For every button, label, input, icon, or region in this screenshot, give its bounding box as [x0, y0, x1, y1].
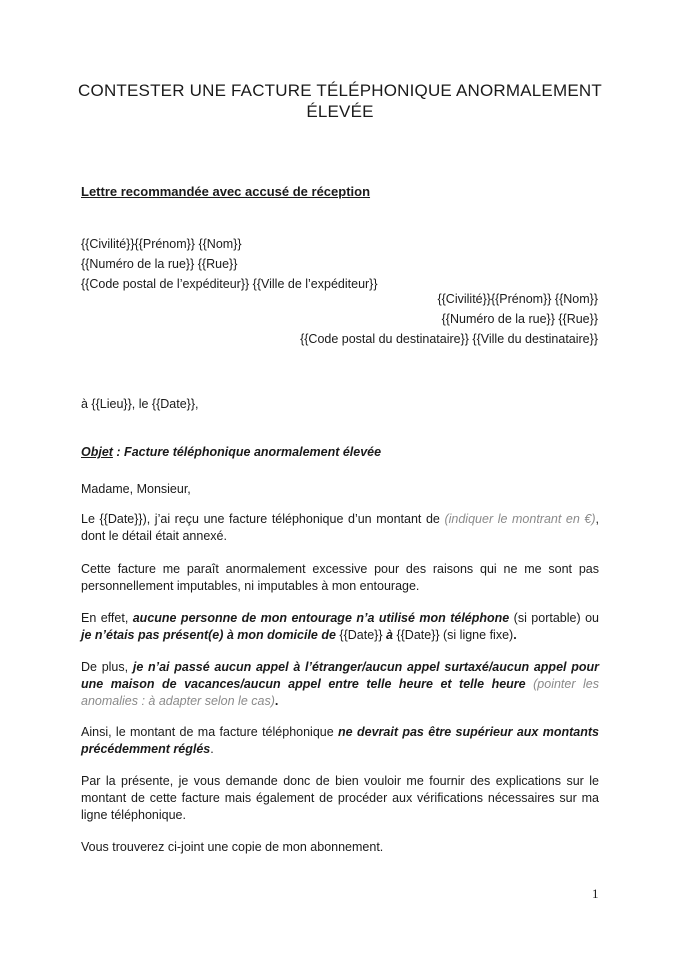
- paragraph-ainsi: [81, 724, 599, 758]
- p5-text-a: Ainsi, le montant de ma facture téléphonique: [81, 725, 339, 739]
- p1-hint: (indiquer le montrant en €): [444, 512, 596, 526]
- paragraph-invoice: [81, 511, 599, 545]
- p3-bold-a: aucune personne de mon entourage n’a utilisé mon téléphone: [132, 611, 510, 625]
- place-date: à {{Lieu}}, le {{Date}},: [81, 397, 199, 411]
- p3-bold-d: je n’étais pas présent(e) à mon domicile de: [81, 628, 336, 642]
- sender-city: {{Code postal de l’expéditeur}} {{Ville de l’expéditeur}}: [81, 277, 378, 291]
- paragraph-de-plus: [81, 659, 599, 710]
- title-line-2: ÉLEVÉE: [306, 102, 374, 121]
- p3-period: .: [513, 628, 517, 642]
- recipient-street: {{Numéro de la rue}} {{Rue}}: [441, 312, 598, 326]
- p4-hint: (pointer les anomalies : à adapter selon le cas): [81, 677, 599, 708]
- page-title: [40, 80, 640, 122]
- p4-bold: je n’ai passé aucun appel à l’étranger/aucun appel surtaxé/aucun appel pour une maison de vacances/aucun appel entre telle heure et telle heure: [81, 660, 599, 691]
- p1-text-a: Le {{Date}}), j’ai reçu une facture téléphonique d’un montant de: [81, 512, 445, 526]
- paragraph-request: Par la présente, je vous demande donc de bien vouloir me fournir des explications sur le montant de cette facture mais également de procéder aux vérifications nécessaires sur ma ligne téléphonique.: [81, 774, 599, 822]
- p3-date-2: {{Date}} (si ligne fixe): [392, 628, 514, 642]
- paragraph-excessive: Cette facture me paraît anormalement excessive pour des raisons qui ne me sont pas personnellement imputables, ni imputables à mon entourage.: [81, 562, 599, 593]
- paragraph-en-effet: [81, 610, 599, 644]
- sender-name: {{Civilité}}{{Prénom}} {{Nom}}: [81, 237, 242, 251]
- p1-text-b: , dont le détail était annexé.: [81, 512, 600, 543]
- page-number: 1: [592, 886, 599, 901]
- p5-bold: ne devrait pas être supérieur aux montants précédemment réglés: [81, 725, 599, 756]
- subject-text: : Facture téléphonique anormalement élevée: [112, 445, 382, 459]
- registered-letter-heading: Lettre recommandée avec accusé de réception: [81, 184, 371, 199]
- p3-text-a: En effet,: [81, 611, 133, 625]
- title-line-1: CONTESTER UNE FACTURE TÉLÉPHONIQUE ANORMALEMENT: [78, 81, 602, 100]
- recipient-address: [300, 289, 598, 349]
- sender-address: [81, 234, 378, 294]
- salutation: Madame, Monsieur,: [81, 482, 191, 496]
- subject-line: [81, 445, 381, 459]
- p4-text-a: De plus,: [81, 660, 133, 674]
- p4-period: .: [274, 694, 279, 708]
- recipient-city: {{Code postal du destinataire}} {{Ville du destinataire}}: [300, 332, 598, 346]
- subject-label: Objet: [81, 445, 113, 459]
- recipient-name: {{Civilité}}{{Prénom}} {{Nom}}: [437, 292, 598, 306]
- p3-date-1: {{Date}}: [335, 628, 387, 642]
- sender-street: {{Numéro de la rue}} {{Rue}}: [81, 257, 238, 271]
- p3-text-c: (si portable) ou: [509, 611, 599, 625]
- p3-bold-f: à: [386, 628, 393, 642]
- p5-period: .: [210, 742, 214, 756]
- paragraph-attachment: Vous trouverez ci-joint une copie de mon abonnement.: [81, 840, 384, 854]
